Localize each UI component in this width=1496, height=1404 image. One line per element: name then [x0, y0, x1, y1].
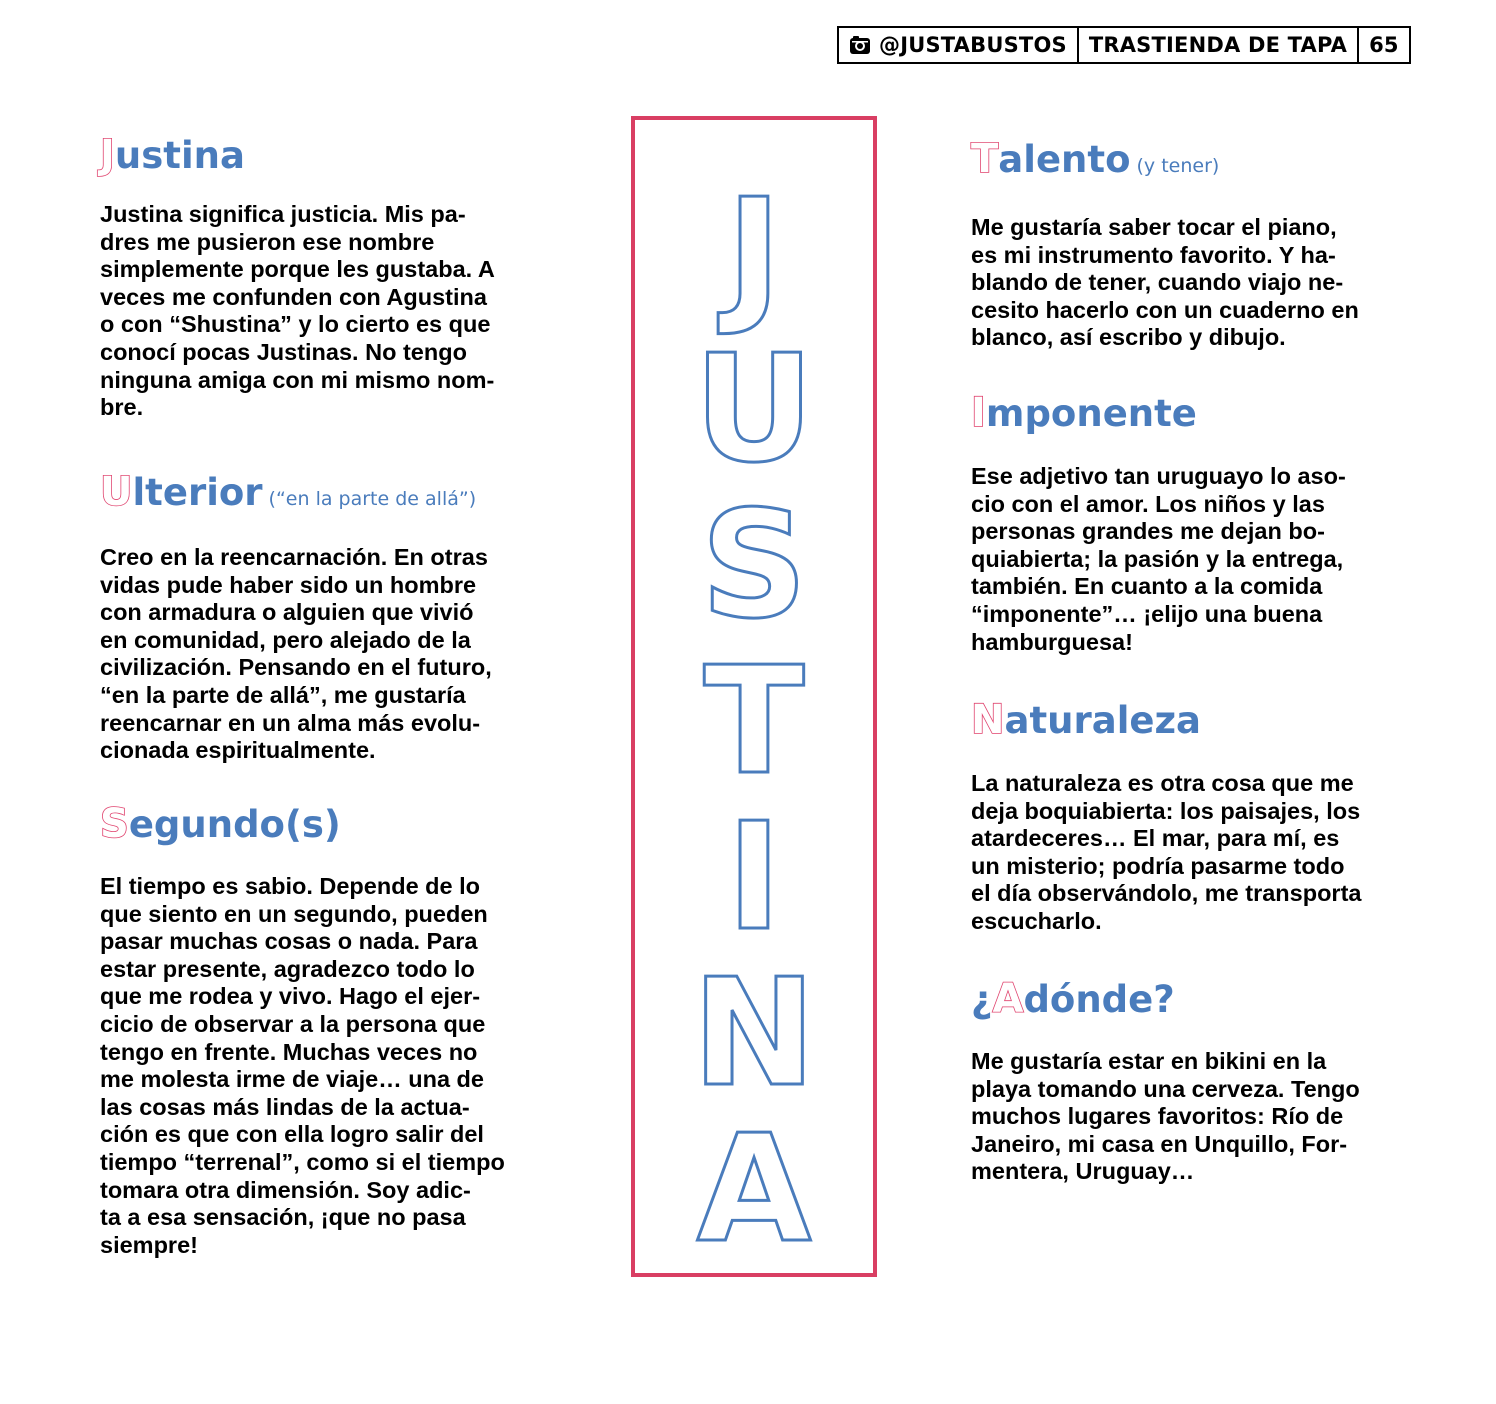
body-line: ta a esa sensación, ¡que no pasa [100, 1204, 466, 1231]
acrostic-letter: J [726, 167, 782, 339]
heading-rest: ustina [114, 134, 245, 177]
body-line: La naturaleza es otra cosa que me [971, 770, 1354, 796]
body-line: el día observándolo, me transporta [971, 880, 1362, 907]
body-line: las cosas más lindas de la actua- [100, 1093, 470, 1120]
section-ulterior [100, 470, 540, 765]
body-line: es mi instrumento favorito. Y ha- [971, 241, 1336, 268]
section-segundos [100, 802, 540, 1259]
heading-initial: S [100, 801, 129, 847]
section-heading [100, 133, 540, 178]
heading-rest: dónde? [1023, 978, 1175, 1021]
body-line: con armadura o alguien que vivió [100, 599, 474, 626]
body-line: conocí pocas Justinas. No tengo [100, 338, 467, 365]
body-line: cio con el amor. Los niños y las [971, 490, 1325, 517]
body-line: blanco, así escribo y dibujo. [971, 324, 1286, 351]
body-line: blando de tener, cuando viajo ne- [971, 269, 1344, 296]
heading-initial: U [100, 469, 133, 515]
acrostic-letter: S [700, 479, 808, 651]
body-line: o con “Shustina” y lo cierto es que [100, 311, 491, 338]
body-line: deja boquiabierta: los paisajes, los [971, 797, 1361, 824]
acrostic-letter: A [696, 1103, 812, 1273]
section-talento [971, 137, 1411, 352]
body-line: reencarnar en un alma más evolu- [100, 709, 481, 736]
body-line: cesito hacerlo con un cuaderno en [971, 296, 1359, 323]
section-adonde [971, 977, 1411, 1186]
body-line: civilización. Pensando en el futuro, [100, 654, 492, 681]
header-section: TRASTIENDA DE TAPA [1077, 28, 1357, 62]
body-line: vidas pude haber sido un hombre [100, 571, 477, 598]
header-handle-cell [839, 28, 1077, 62]
section-body [100, 201, 540, 422]
body-line: Janeiro, mi casa en Unquillo, For- [971, 1130, 1348, 1157]
body-line: que siento en un segundo, pueden [100, 900, 488, 927]
body-line: ción es que con ella logro salir del [100, 1121, 484, 1148]
section-naturaleza [971, 698, 1411, 936]
body-line: muchos lugares favoritos: Río de [971, 1103, 1344, 1130]
body-line: El tiempo es sabio. Depende de lo [100, 873, 481, 899]
body-line: bre. [100, 394, 144, 421]
acrostic-letter: U [693, 323, 815, 495]
body-line: atardeceres… El mar, para mí, es [971, 825, 1340, 852]
body-line: tengo en frente. Muchas veces no [100, 1038, 478, 1065]
body-line: cicio de observar a la persona que [100, 1010, 486, 1037]
page-header [837, 26, 1411, 64]
heading-initial: T [971, 136, 999, 182]
section-body [971, 1048, 1411, 1186]
body-line: “en la parte de allá”, me gustaría [100, 681, 466, 708]
section-body [971, 463, 1411, 656]
section-heading [971, 977, 1411, 1022]
header-handle: @JUSTABUSTOS [879, 33, 1067, 57]
body-line: un misterio; podría pasarme todo [971, 852, 1345, 879]
body-line: tomara otra dimensión. Soy adic- [100, 1176, 471, 1203]
section-heading [100, 470, 540, 521]
body-line: me molesta irme de viaje… una de [100, 1066, 484, 1093]
heading-initial: J [100, 132, 115, 178]
body-line: cionada espiritualmente. [100, 737, 376, 764]
heading-prefix: ¿ [971, 978, 993, 1021]
body-line: tiempo “terrenal”, como si el tiempo [100, 1148, 505, 1175]
section-heading [971, 391, 1411, 436]
body-line: siempre! [100, 1231, 198, 1258]
body-line: estar presente, agradezco todo lo [100, 955, 475, 982]
section-heading [971, 698, 1411, 743]
body-line: hamburguesa! [971, 628, 1133, 655]
heading-initial: A [992, 976, 1024, 1022]
heading-rest: egundo(s) [128, 803, 341, 846]
body-line: dres me pusieron ese nombre [100, 228, 435, 255]
acrostic-letter: I [726, 791, 782, 963]
body-line: personas grandes me dejan bo- [971, 518, 1325, 545]
body-line: mentera, Uruguay… [971, 1158, 1195, 1185]
name-acrostic-box [631, 116, 877, 1277]
section-body [971, 214, 1411, 352]
body-line: Me gustaría saber tocar el piano, [971, 214, 1337, 240]
section-heading [100, 802, 540, 847]
body-line: quiabierta; la pasión y la entrega, [971, 545, 1344, 572]
heading-subtitle: (y tener) [1136, 155, 1220, 177]
body-line: Justina significa justicia. Mis pa- [100, 201, 466, 227]
body-line: que me rodea y vivo. Hago el ejer- [100, 983, 481, 1010]
heading-initial: N [971, 697, 1005, 743]
section-imponente [971, 391, 1411, 656]
body-line: ninguna amiga con mi mismo nom- [100, 366, 495, 393]
body-line: Me gustaría estar en bikini en la [971, 1048, 1327, 1074]
heading-initial: I [971, 390, 986, 436]
body-line: en comunidad, pero alejado de la [100, 626, 471, 653]
name-acrostic-letters [635, 120, 873, 1273]
heading-rest: aturaleza [1004, 699, 1201, 742]
heading-rest: lterior [132, 471, 263, 514]
body-line: playa tomando una cerveza. Tengo [971, 1075, 1360, 1102]
heading-subtitle: (“en la parte de allá”) [268, 488, 477, 510]
heading-rest: mponente [985, 392, 1197, 435]
camera-icon [849, 35, 871, 55]
body-line: Creo en la reencarnación. En otras [100, 544, 488, 570]
section-body [100, 544, 540, 765]
body-line: escucharlo. [971, 907, 1102, 934]
section-heading [971, 137, 1411, 188]
heading-rest: alento [998, 138, 1131, 181]
acrostic-letter: N [692, 947, 816, 1119]
section-justina [100, 133, 540, 422]
section-body [971, 770, 1411, 936]
body-line: “imponente”… ¡elijo una buena [971, 600, 1323, 627]
body-line: pasar muchas cosas o nada. Para [100, 928, 478, 955]
body-line: también. En cuanto a la comida [971, 573, 1323, 600]
body-line: veces me confunden con Agustina [100, 283, 487, 310]
body-line: Ese adjetivo tan uruguayo lo aso- [971, 463, 1346, 489]
page-number: 65 [1357, 28, 1409, 62]
acrostic-letter: T [703, 635, 805, 807]
body-line: simplemente porque les gustaba. A [100, 256, 495, 283]
section-body [100, 873, 540, 1259]
